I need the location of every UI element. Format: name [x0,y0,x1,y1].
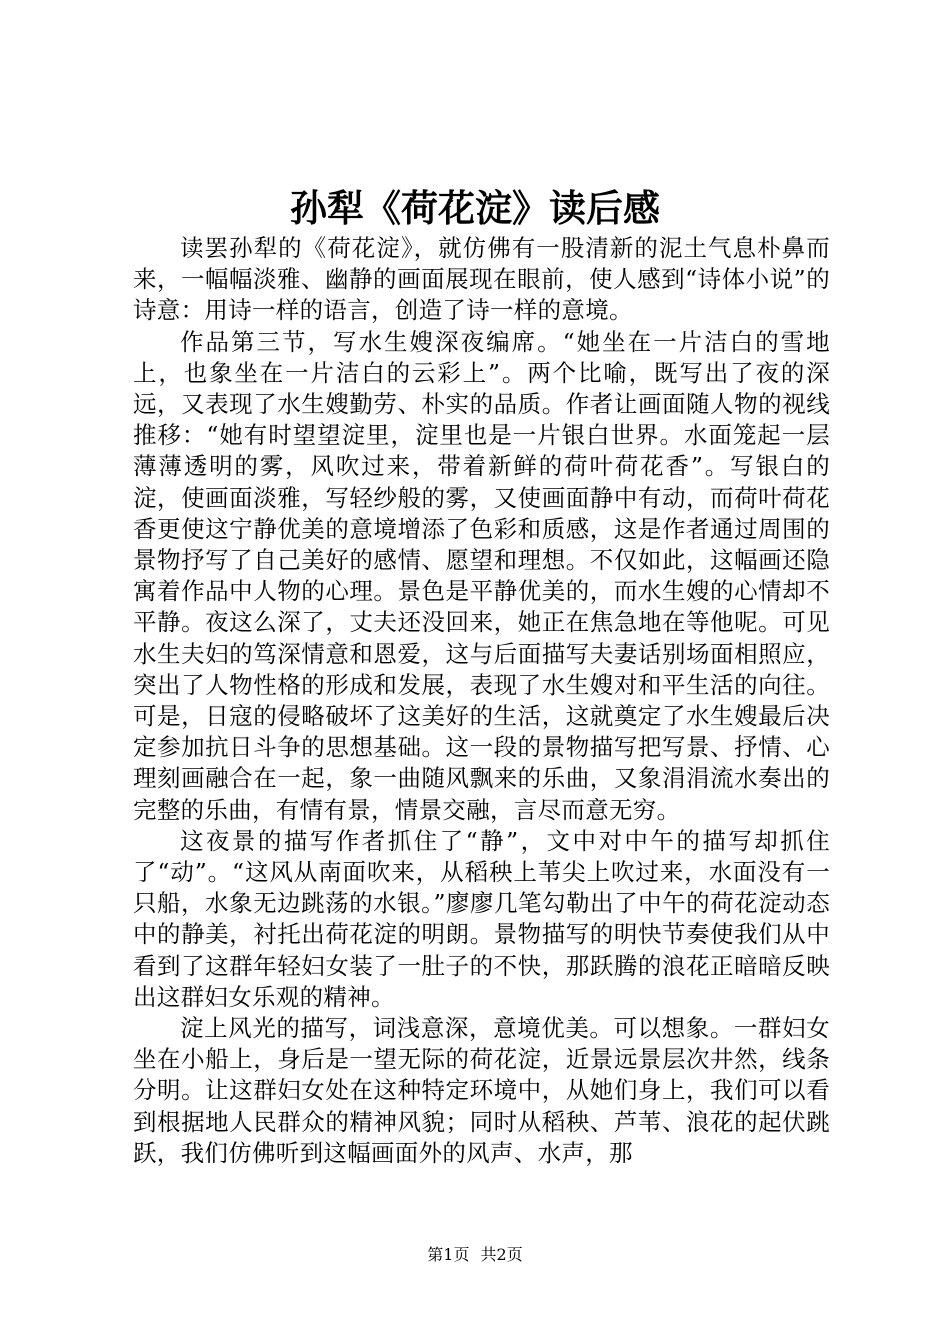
page-footer [0,1244,950,1266]
document-title: 孙犁《荷花淀》读后感 [290,186,660,230]
paragraph-2: 作品第三节，写水生嫂深夜编席。“她坐在一片洁白的雪地上，也象坐在一片洁白的云彩上”。两个比喻，既写出了夜的深远，又表现了水生嫂勤劳、朴实的品质。作者让画面随人物的视线推移：“她有时望望淀里，淀里也是一片银白世界。水面笼起一层薄薄透明的雾，风吹过来，带着新鲜的荷叶荷花香”。写银白的淀，使画面淡雅，写轻纱般的雾，又使画面静中有动，而荷叶荷花香更使这宁静优美的意境增添了色彩和质感，这是作者通过周围的景物抒写了自己美好的感情、愿望和理想。不仅如此，这幅画还隐寓着作品中人物的心理。景色是平静优美的，而水生嫂的心情却不平静。夜这么深了，丈夫还没回来，她正在焦急地在等他呢。可见水生夫妇的笃深情意和恩爱，这与后面描写夫妻话别场面相照应，突出了人物性格的形成和发展，表现了水生嫂对和平生活的向往。可是，日寇的侵略破坏了这美好的生活，这就奠定了水生嫂最后决定参加抗日斗争的思想基础。这一段的景物描写把写景、抒情、心理刻画融合在一起，象一曲随风飘来的乐曲，又象涓涓流水奏出的完整的乐曲，有情有景，情景交融，言尽而意无穷。 [133,327,830,824]
document-body [133,233,830,1169]
paragraph-1: 读罢孙犁的《荷花淀》，就仿佛有一股清新的泥土气息朴鼻而来，一幅幅淡雅、幽静的画面展现在眼前，使人感到“诗体小说”的诗意：用诗一样的语言，创造了诗一样的意境。 [133,234,830,325]
paragraph-4: 淀上风光的描写，词浅意深，意境优美。可以想象。一群妇女坐在小船上，身后是一望无际的荷花淀，近景远景层次井然，线条分明。让这群妇女处在这种特定环境中，从她们身上，我们可以看到根据地人民群众的精神风貌；同时从稻秧、芦苇、浪花的起伏跳跃，我们仿佛听到这幅画面外的风声、水声，那 [133,1014,830,1167]
page-total: 共2页 [480,1245,523,1264]
page-number: 第1页 [427,1245,470,1264]
paragraph-3: 这夜景的描写作者抓住了“静”，文中对中午的描写却抓住了“动”。“这风从南面吹来，从稻秧上苇尖上吹过来，水面没有一只船，水象无边跳荡的水银。”廖廖几笔勾勒出了中午的荷花淀动态中的静美，衬托出荷花淀的明朗。景物描写的明快节奏使我们从中看到了这群年轻妇女装了一肚子的不快，那跃腾的浪花正暗暗反映出这群妇女乐观的精神。 [133,826,830,1011]
